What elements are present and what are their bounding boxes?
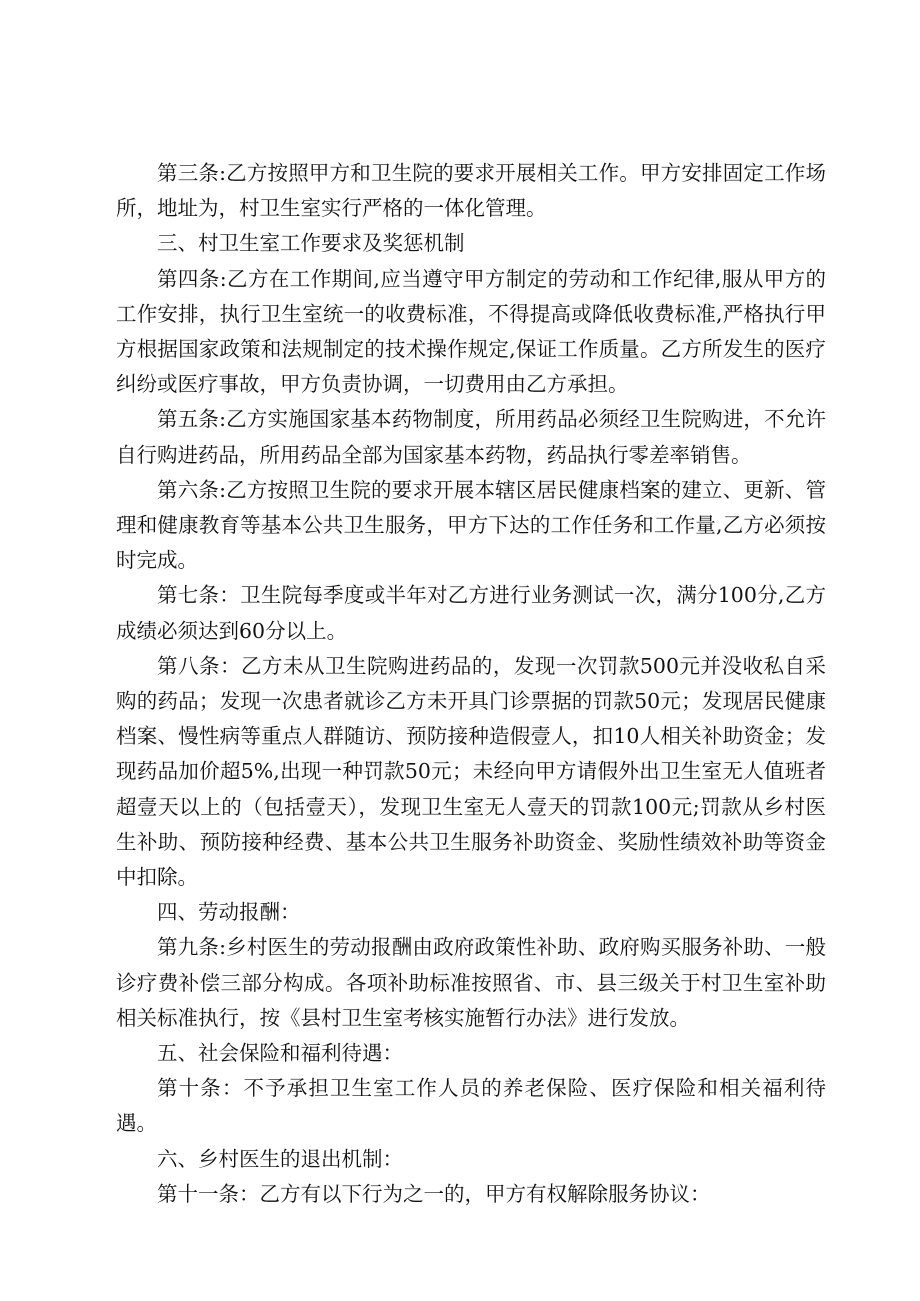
article-4-paragraph: 第四条:乙方在工作期间,应当遵守甲方制定的劳动和工作纪律,服从甲方的工作安排，执行卫生室统一的收费标准，不得提高或降低收费标准,严格执行甲方根据国家政策和法规制定的技术操作规定,保证工作质量。乙方所发生的医疗纠纷或医疗事故，甲方负责协调，一切费用由乙方承担。 [116,266,826,397]
article-7-paragraph: 第七条：卫生院每季度或半年对乙方进行业务测试一次，满分100分,乙方成绩必须达到60分以上。 [116,583,826,643]
article-8-paragraph: 第八条：乙方未从卫生院购进药品的，发现一次罚款500元并没收私自采购的药品；发现一次患者就诊乙方未开具门诊票据的罚款50元；发现居民健康档案、慢性病等重点人群随访、预防接种造假壹人，扣10人相关补助资金；发现药品加价超5%,出现一种罚款50元；未经向甲方请假外出卫生室无人值班者超壹天以上的（包括壹天），发现卫生室无人壹天的罚款100元;罚款从乡村医生补助、预防接种经费、基本公共卫生服务补助资金、奖励性绩效补助等资金中扣除。 [116,653,826,890]
article-3-paragraph: 第三条:乙方按照甲方和卫生院的要求开展相关工作。甲方安排固定工作场所，地址为，村卫生室实行严格的一体化管理。 [116,161,826,221]
section-heading-5: 五、社会保险和福利待遇： [157,1041,403,1066]
article-6-paragraph: 第六条:乙方按照卫生院的要求开展本辖区居民健康档案的建立、更新、管理和健康教育等基本公共卫生服务，甲方下达的工作任务和工作量,乙方必须按时完成。 [116,477,826,573]
section-heading-4: 四、劳动报酬： [157,900,301,925]
section-heading-6: 六、乡村医生的退出机制： [157,1146,403,1171]
article-9-paragraph: 第九条:乡村医生的劳动报酬由政府政策性补助、政府购买服务补助、一般诊疗费补偿三部分构成。各项补助标准按照省、市、县三级关于村卫生室补助相关标准执行，按《县村卫生室考核实施暂行办法》进行发放。 [116,935,826,1030]
section-heading-3: 三、村卫生室工作要求及奖惩机制 [157,231,465,256]
article-5-paragraph: 第五条:乙方实施国家基本药物制度，所用药品必须经卫生院购进，不允许自行购进药品，所用药品全部为国家基本药物，药品执行零差率销售。 [116,407,826,467]
document-body [116,156,826,1212]
article-10-paragraph: 第十条：不予承担卫生室工作人员的养老保险、医疗保险和相关福利待遇。 [116,1076,826,1136]
article-11-paragraph: 第十一条：乙方有以下行为之一的，甲方有权解除服务协议： [157,1181,711,1206]
